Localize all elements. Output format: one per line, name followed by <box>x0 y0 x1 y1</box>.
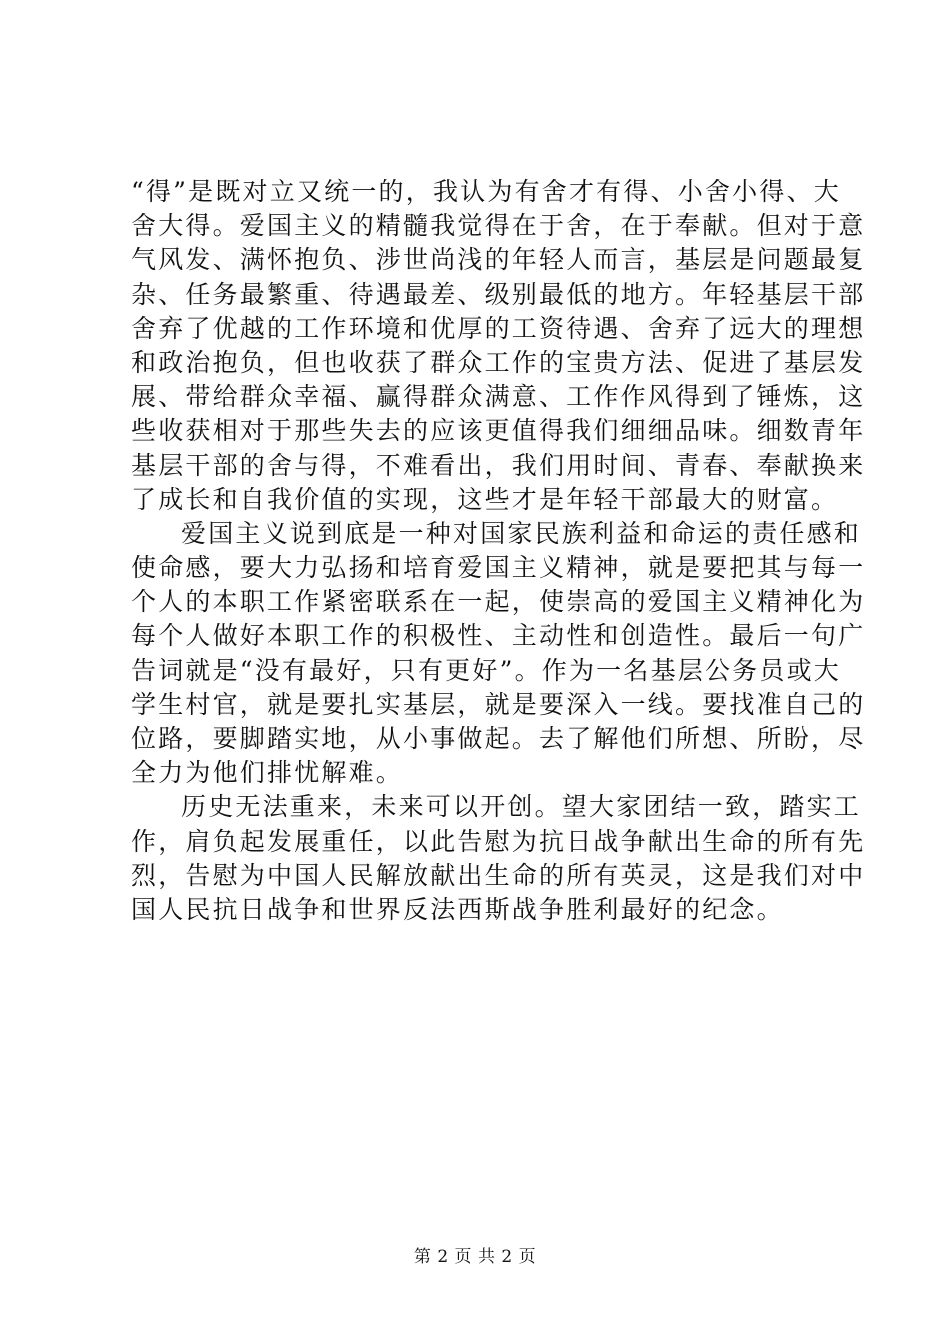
paragraph-3 <box>131 790 866 927</box>
text-line: 位路，要脚踏实地，从小事做起。去了解他们所想、所盼，尽 <box>131 724 866 753</box>
text-line: 舍大得。爱国主义的精髓我觉得在于舍，在于奉献。但对于意 <box>131 211 866 241</box>
body-text <box>131 175 866 927</box>
text-line: 每个人做好本职工作的积极性、主动性和创造性。最后一句广 <box>131 621 866 651</box>
text-line: 杂、任务最繁重、待遇最差、级别最低的地方。年轻基层干部 <box>131 279 866 309</box>
text-line: 展、带给群众幸福、赢得群众满意、工作作风得到了锤炼，这 <box>131 382 866 412</box>
text-line: 和政治抱负，但也收获了群众工作的宝贵方法、促进了基层发 <box>131 347 866 377</box>
text-line: 舍弃了优越的工作环境和优厚的工资待遇、舍弃了远大的理想 <box>131 313 866 343</box>
page-footer <box>0 1242 950 1267</box>
text-line: 爱国主义说到底是一种对国家民族利益和命运的责任感和 <box>181 518 862 548</box>
text-line: 使命感，要大力弘扬和培育爱国主义精神，就是要把其与每一 <box>131 553 866 583</box>
text-line: 个人的本职工作紧密联系在一起，使崇高的爱国主义精神化为 <box>131 587 866 617</box>
text-line: “得”是既对立又统一的，我认为有舍才有得、小舍小得、大 <box>131 177 841 206</box>
paragraph-2 <box>131 517 866 791</box>
text-line: 基层干部的舍与得，不难看出，我们用时间、青春、奉献换来 <box>131 450 866 480</box>
paragraph-1 <box>131 175 866 517</box>
text-line: 气风发、满怀抱负、涉世尚浅的年轻人而言，基层是问题最复 <box>131 245 866 275</box>
text-line: 国人民抗日战争和世界反法西斯战争胜利最好的纪念。 <box>131 894 784 924</box>
page-number-label: 第 2 页 共 2 页 <box>413 1247 537 1267</box>
text-line: 作，肩负起发展重任，以此告慰为抗日战争献出生命的所有先 <box>131 826 866 856</box>
text-line: 历史无法重来，未来可以开创。望大家团结一致，踏实工 <box>181 792 862 822</box>
text-line: 烈，告慰为中国人民解放献出生命的所有英灵，这是我们对中 <box>131 860 866 890</box>
text-line: 些收获相对于那些失去的应该更值得我们细细品味。细数青年 <box>131 416 866 446</box>
text-line: 告词就是“没有最好，只有更好”。作为一名基层公务员或大 <box>131 655 841 685</box>
text-line: 学生村官，就是要扎实基层，就是要深入一线。要找准自己的 <box>131 689 866 719</box>
text-line: 全力为他们排忧解难。 <box>131 758 404 788</box>
text-line: 了成长和自我价值的实现，这些才是年轻干部最大的财富。 <box>131 484 839 514</box>
